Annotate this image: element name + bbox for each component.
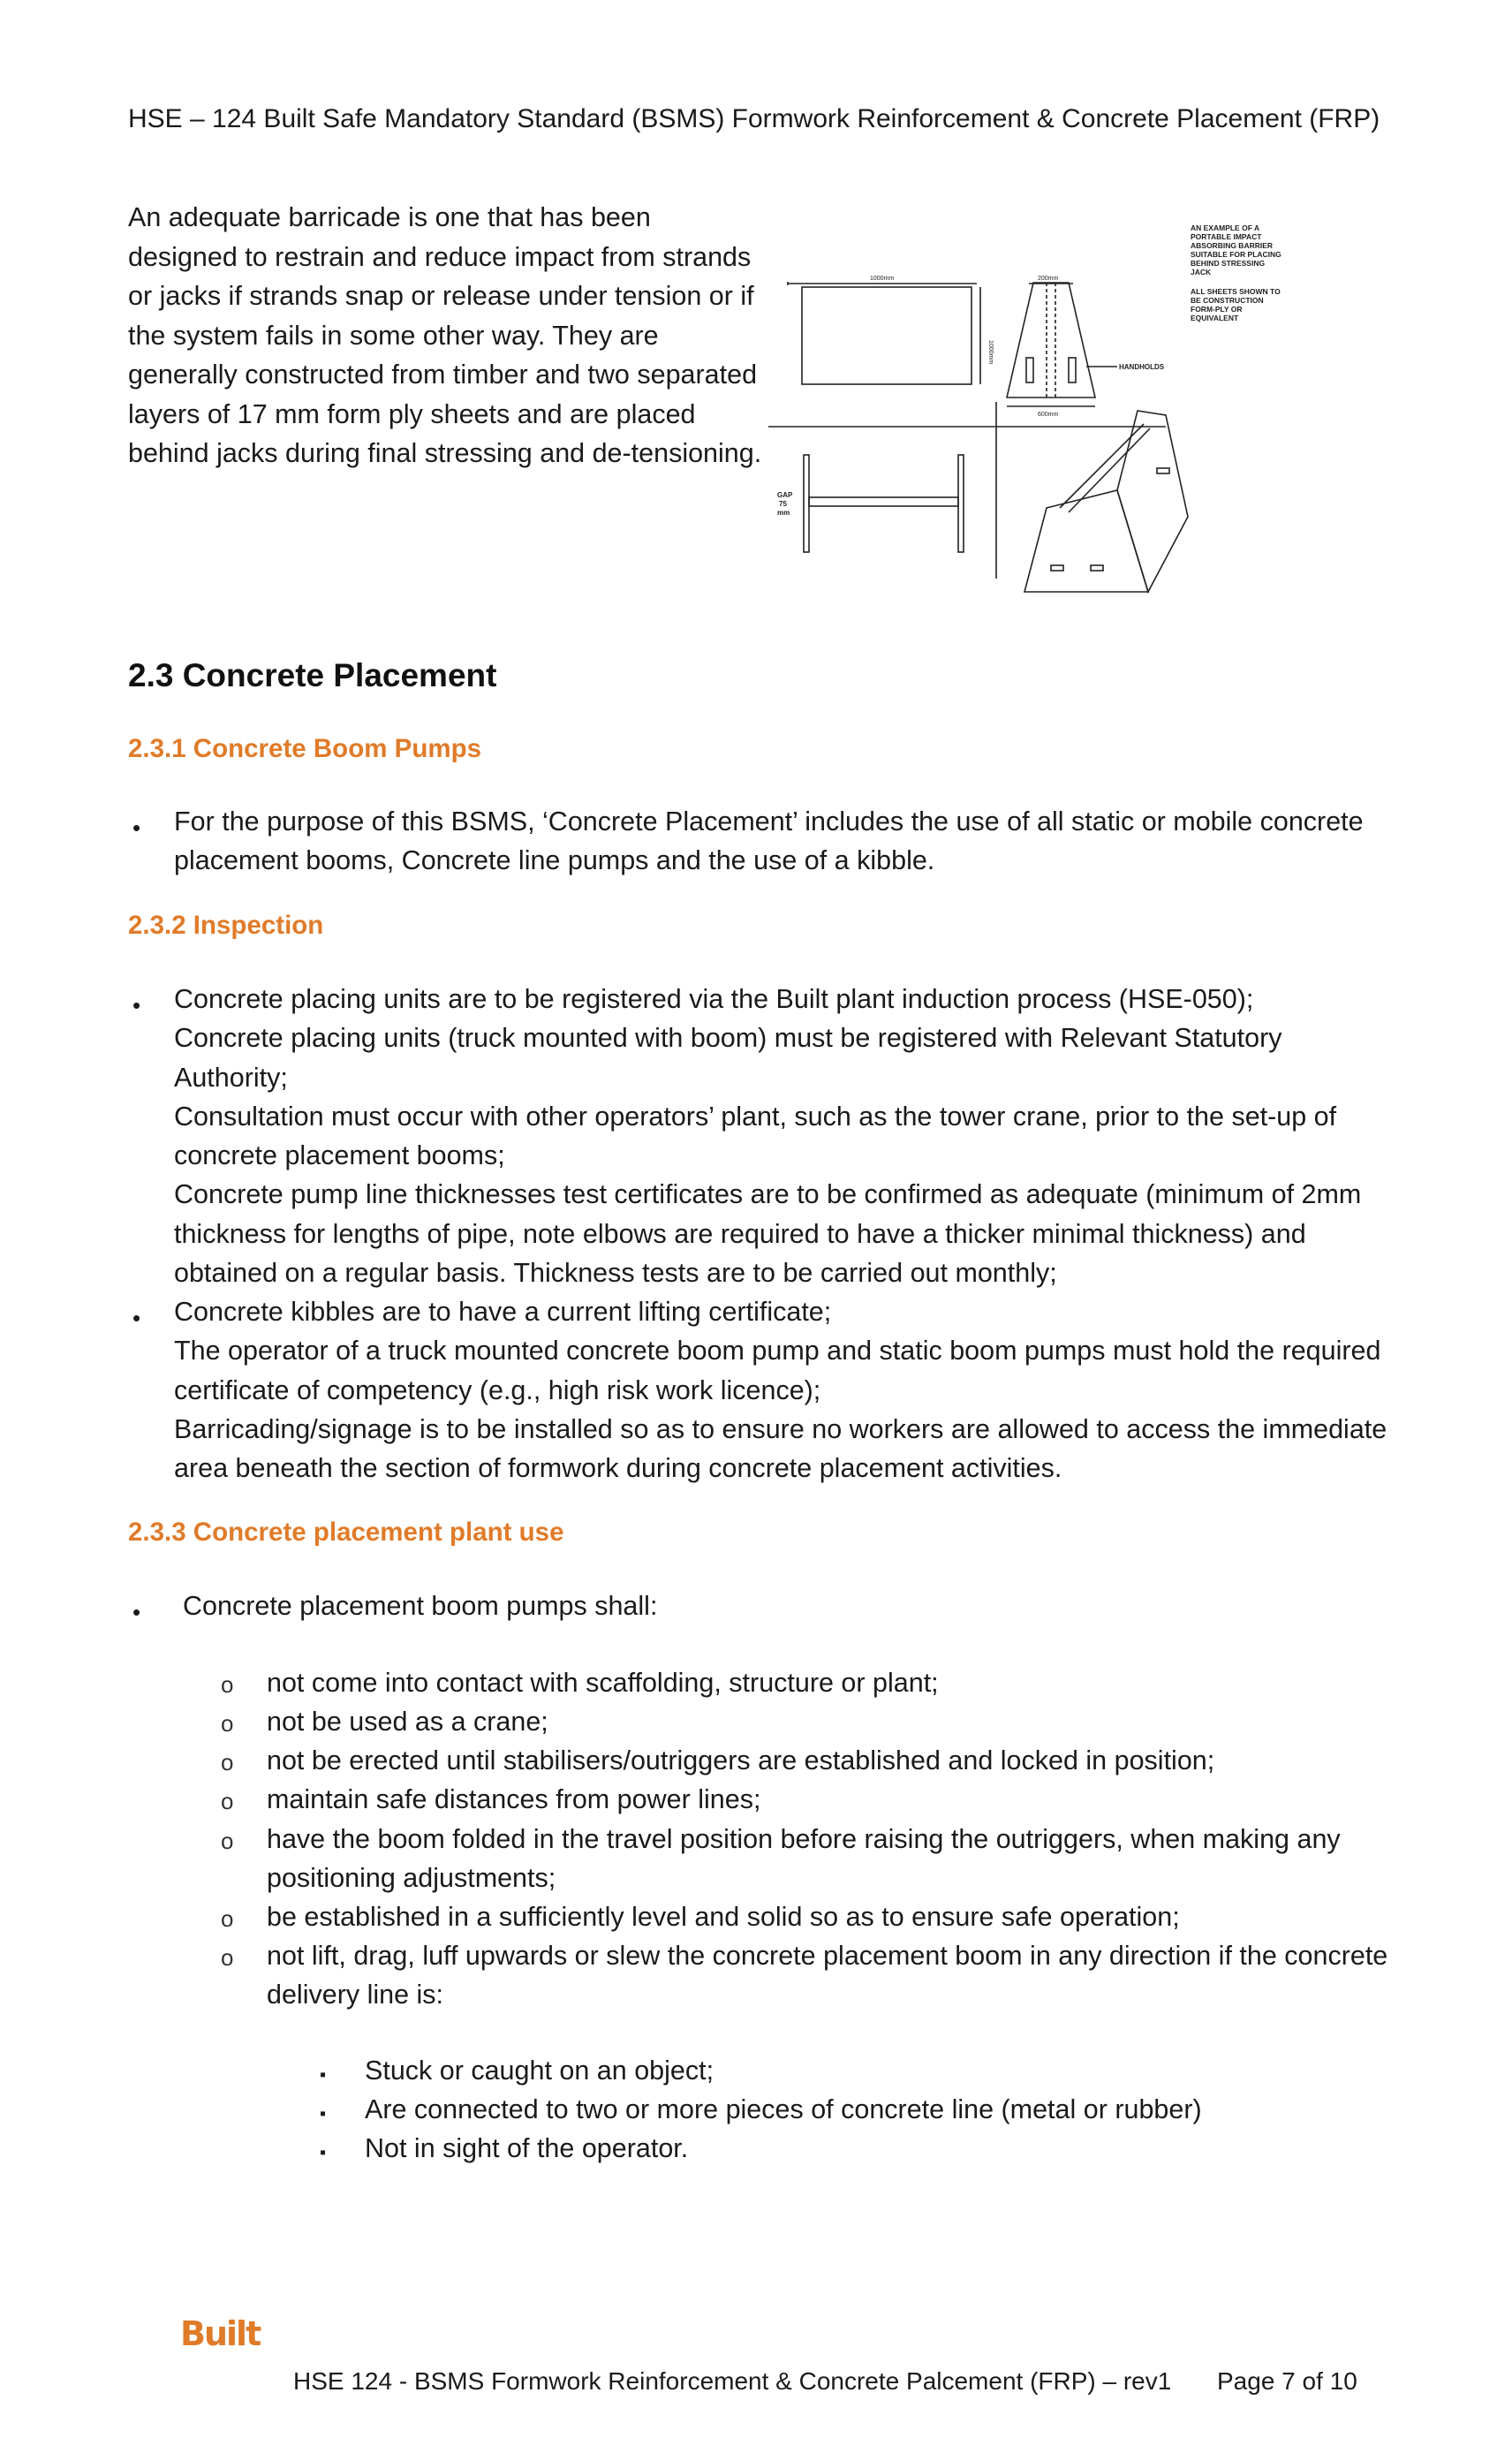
intro-line: designed to restrain and reduce impact from strands (128, 241, 752, 272)
square-bullet-icon: ▪ (320, 2065, 327, 2085)
s232-line: area beneath the section of formwork during concrete placement activities. (174, 1453, 1062, 1484)
note1-line: ABSORBING BARRIER (1191, 241, 1274, 250)
intro-paragraph (128, 198, 762, 473)
note1-line: SUITABLE FOR PLACING (1191, 250, 1281, 259)
handholds-label: HANDHOLDS (1119, 363, 1165, 371)
s232-line: obtained on a regular basis. Thickness tests are to be carried out monthly; (174, 1258, 1057, 1289)
circle-bullet-icon: o (221, 1749, 234, 1776)
s232-line: Concrete placing units (truck mounted with boom) must be registered with Relevant Statutory (174, 1023, 1282, 1054)
s233-subitem: Not in sight of the operator. (365, 2133, 689, 2163)
intro-line: layers of 17 mm form ply sheets and are placed (128, 398, 696, 429)
s233-item: maintain safe distances from power lines; (267, 1784, 761, 1814)
circle-bullet-icon: o (221, 1710, 234, 1737)
circle-bullet-icon: o (221, 1671, 234, 1698)
s232-line: The operator of a truck mounted concrete boom pump and static boom pumps must hold the required (174, 1336, 1381, 1367)
note2-line: BE CONSTRUCTION (1191, 296, 1264, 305)
circle-bullet-icon: o (221, 1828, 234, 1854)
page-number: Page 7 of 10 (1217, 2367, 1357, 2395)
s233-item: not be erected until stabilisers/outriggers are established and locked in position; (267, 1745, 1215, 1776)
circle-bullet-icon: o (221, 1788, 234, 1814)
footer-text: HSE 124 - BSMS Formwork Reinforcement & Concrete Palcement (FRP) – rev1 (293, 2367, 1172, 2395)
dim-width-label: 1000mm (870, 276, 895, 282)
note1-line: BEHIND STRESSING (1191, 259, 1266, 268)
s233-item: have the boom folded in the travel position before raising the outriggers, when making any (267, 1824, 1341, 1854)
s232-line: thickness for lengths of pipe, note elbows are required to have a thicker minimal thickness) and (174, 1218, 1306, 1249)
subsection-title-2-3-3: 2.3.3 Concrete placement plant use (128, 1518, 564, 1547)
s233-subitem: Are connected to two or more pieces of concrete line (metal or rubber) (365, 2094, 1202, 2124)
s233-item: not come into contact with scaffolding, structure or plant; (267, 1668, 939, 1698)
s233-item: not lift, drag, luff upwards or slew the concrete placement boom in any direction if the concrete (267, 1941, 1388, 1971)
intro-line: generally constructed from timber and two separated (128, 360, 758, 390)
s232-line: Barricading/signage is to be installed so as to ensure no workers are allowed to access the immediate (174, 1413, 1387, 1444)
s232-line: Authority; (174, 1062, 288, 1093)
s232-line: concrete placement booms; (174, 1140, 505, 1171)
bullet-icon: • (132, 992, 141, 1018)
note2-line: EQUIVALENT (1191, 314, 1239, 322)
s233-subitem: Stuck or caught on an object; (365, 2056, 714, 2086)
note1-line: JACK (1191, 268, 1212, 276)
s231-line: For the purpose of this BSMS, ‘Concrete Placement’ includes the use of all static or mobile concrete (174, 806, 1364, 837)
s232-line: Concrete kibbles are to have a current lifting certificate; (174, 1297, 832, 1327)
circle-bullet-icon: o (221, 1905, 234, 1932)
bullet-icon: • (132, 814, 141, 841)
dim-height-label: 1000mm (987, 340, 994, 365)
dim-top-label: 200mm (1038, 276, 1059, 282)
s232-line: certificate of competency (e.g., high risk work licence); (174, 1374, 821, 1405)
s232-line: Concrete pump line thicknesses test certificates are to be confirmed as adequate (minimum of 2mm (174, 1179, 1362, 1210)
s232-block-1 (174, 980, 1362, 1292)
gap-label-3: mm (777, 509, 790, 517)
intro-line: behind jacks during final stressing and de-tensioning. (128, 438, 762, 468)
bullet-icon: • (132, 1599, 141, 1625)
subsection-title-2-3-1: 2.3.1 Concrete Boom Pumps (128, 734, 481, 763)
s232-block-2 (174, 1292, 1387, 1488)
square-bullet-icon: ▪ (320, 2143, 327, 2162)
barrier-diagram (768, 216, 1334, 596)
note1-line: AN EXAMPLE OF A (1191, 223, 1260, 232)
s231-line: placement booms, Concrete line pumps and the use of a kibble. (174, 845, 935, 876)
built-logo: Built (180, 2314, 261, 2353)
circle-bullet-icon: o (221, 1944, 234, 1971)
s233-item-cont: delivery line is: (267, 1980, 444, 2010)
dim-bottom-label: 600mm (1038, 412, 1059, 418)
s233-item-cont: positioning adjustments; (267, 1863, 556, 1893)
intro-line: the system fails in some other way. They are (128, 320, 659, 351)
note1-line: PORTABLE IMPACT (1191, 232, 1262, 241)
page-header-title: HSE – 124 Built Safe Mandatory Standard (BSMS) Formwork Reinforcement & Concrete Placement (FRP) (128, 104, 1380, 133)
bullet-icon: • (132, 1305, 141, 1331)
gap-label-2: 75 (779, 500, 787, 508)
note2-line: ALL SHEETS SHOWN TO (1191, 287, 1281, 296)
s233-item: not be used as a crane; (267, 1707, 548, 1737)
s232-line: Concrete placing units are to be registered via the Built plant induction process (HSE-050); (174, 984, 1254, 1014)
note2-line: FORM-PLY OR (1191, 305, 1243, 314)
gap-label-1: GAP (777, 491, 793, 499)
s231-paragraph (174, 802, 1362, 881)
intro-line: An adequate barricade is one that has been (128, 202, 651, 232)
section-title: 2.3 Concrete Placement (128, 657, 497, 693)
s232-line: Consultation must occur with other operators’ plant, such as the tower crane, prior to the set-up of (174, 1101, 1337, 1132)
subsection-title-2-3-2: 2.3.2 Inspection (128, 911, 324, 940)
s233-lead: Concrete placement boom pumps shall: (183, 1591, 658, 1621)
s233-item: be established in a sufficiently level and solid so as to ensure safe operation; (267, 1902, 1180, 1932)
intro-line: or jacks if strands snap or release under tension or if (128, 281, 754, 311)
square-bullet-icon: ▪ (320, 2104, 327, 2124)
